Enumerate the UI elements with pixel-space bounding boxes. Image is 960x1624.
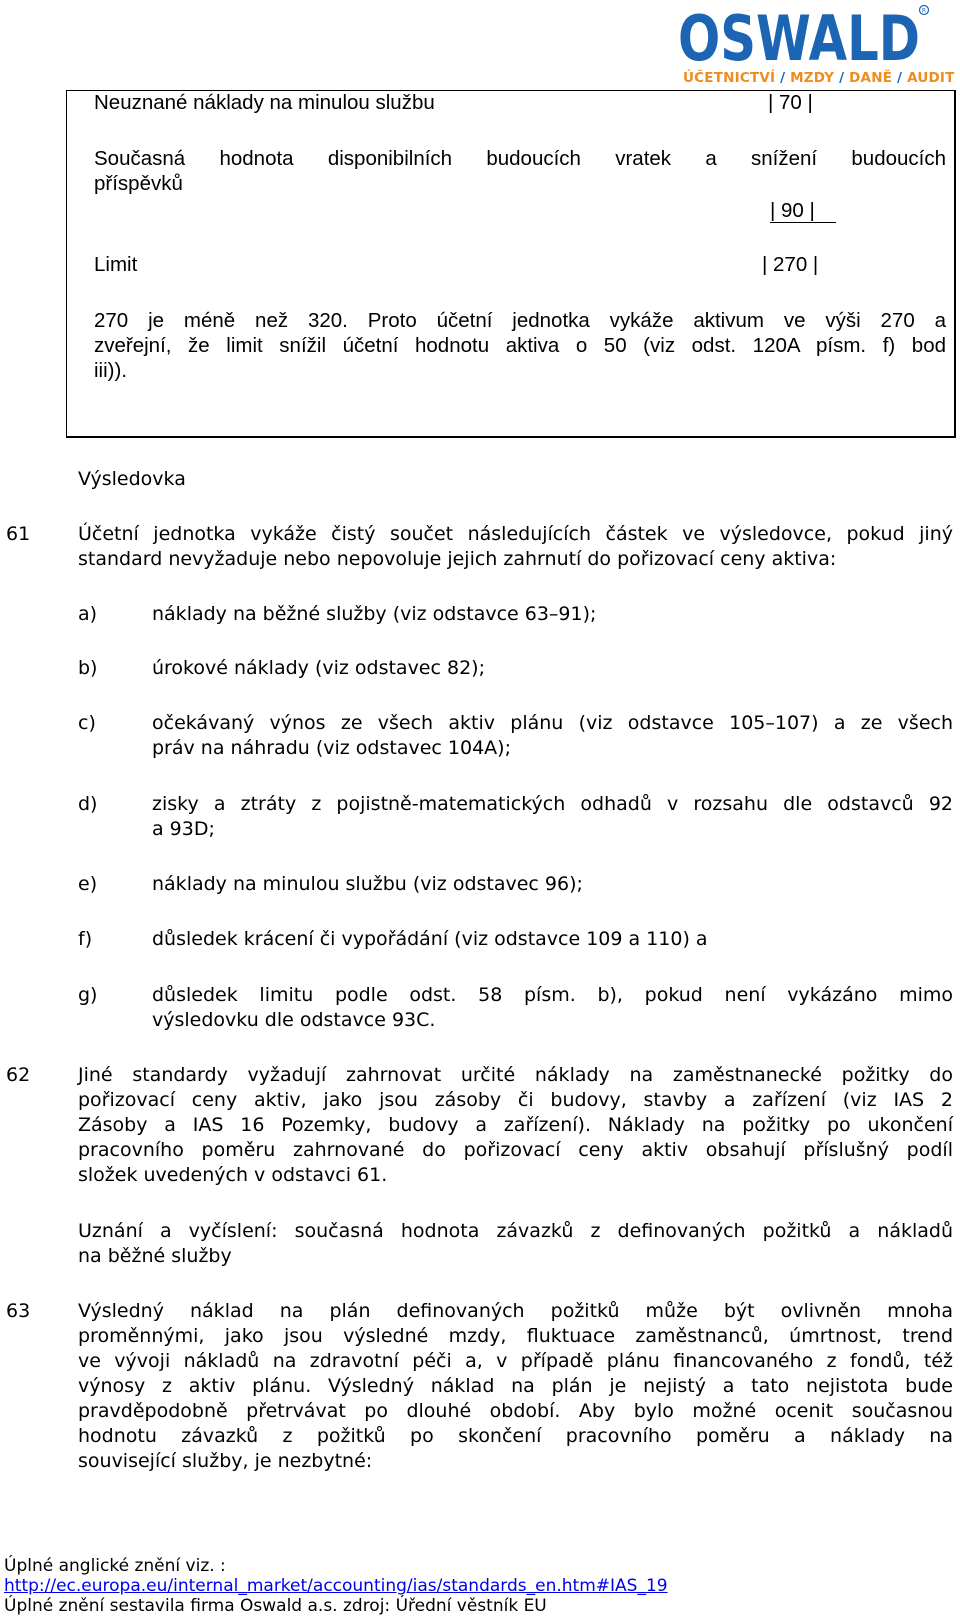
box-row-label: Limit	[94, 253, 138, 276]
box-row-value: | 90 |	[770, 199, 815, 222]
section-heading: Výsledovka	[78, 468, 186, 490]
paragraph-line: pracovního poměru zahrnované do pořizovací ceny aktiv obsahují příslušný podíl	[78, 1139, 953, 1161]
tagline-separator: /	[897, 70, 903, 86]
tagline-item: MZDY	[790, 70, 835, 86]
paragraph-number: 61	[6, 523, 31, 545]
box-row-label: Neuznané náklady na minulou službu	[94, 91, 435, 114]
paragraph-line: složek uvedených v odstavci 61.	[78, 1164, 388, 1186]
list-item-text: práv na náhradu (viz odstavec 104A);	[152, 737, 511, 759]
box-conclusion-line: 270 je méně než 320. Proto účetní jednotka vykáže aktivum ve výši 270 a	[94, 309, 946, 332]
tagline-item: ÚČETNICTVÍ	[683, 70, 776, 86]
subheading-line: na běžné služby	[78, 1245, 232, 1267]
list-item-text: očekávaný výnos ze všech aktiv plánu (viz odstavce 105–107) a ze všech	[152, 712, 953, 734]
paragraph-line: Výsledný náklad na plán definovaných požitků může být ovlivněn mnoha	[78, 1300, 953, 1322]
tagline-separator: /	[780, 70, 786, 86]
subheading-line: Uznání a vyčíslení: současná hodnota závazků z definovaných požitků a nákladů	[78, 1220, 953, 1242]
box-row-label: Současná hodnota disponibilních budoucích vratek a snížení budoucích	[94, 147, 946, 170]
paragraph-line: Zásoby a IAS 16 Pozemky, budovy a zařízení). Náklady na požitky po ukončení	[78, 1114, 953, 1136]
list-item-text: úrokové náklady (viz odstavec 82);	[152, 657, 485, 679]
list-item-letter: b)	[78, 657, 98, 679]
logo-text: OSWALD	[678, 2, 920, 72]
value-underline	[770, 222, 836, 223]
box-conclusion-line: zveřejní, že limit snížil účetní hodnotu aktiva o 50 (viz odst. 120A písm. f) bod	[94, 334, 946, 357]
box-row-value: | 70 |	[768, 91, 813, 114]
paragraph-line: ve vývoji nákladů na zdravotní péči a, v případě plánu financovaného z fondů, též	[78, 1350, 953, 1372]
list-item-text: důsledek limitu podle odst. 58 písm. b), pokud není vykázáno mimo	[152, 984, 953, 1006]
list-item-letter: f)	[78, 928, 93, 950]
footer-line: Úplné znění sestavila firma Oswald a.s. zdroj: Úřední věstník EU	[4, 1596, 547, 1616]
paragraph-line: Jiné standardy vyžadují zahrnovat určité náklady na zaměstnanecké požitky do	[78, 1064, 953, 1086]
paragraph-number: 62	[6, 1064, 31, 1086]
list-item-text: zisky a ztráty z pojistně-matematických odhadů v rozsahu dle odstavců 92	[152, 793, 953, 815]
logo-wordmark	[678, 2, 930, 72]
paragraph-line: pořizovací ceny aktiv, jako jsou zásoby či budovy, stavby a zařízení (viz IAS 2	[78, 1089, 953, 1111]
list-item-text: a 93D;	[152, 818, 215, 840]
list-item-letter: a)	[78, 603, 98, 625]
footer-line: Úplné anglické znění viz. :	[4, 1556, 226, 1576]
tagline-separator: /	[839, 70, 845, 86]
list-item-letter: d)	[78, 793, 98, 815]
list-item-text: důsledek krácení či vypořádání (viz odstavce 109 a 110) a	[152, 928, 708, 950]
box-conclusion-line: iii)).	[94, 359, 128, 382]
paragraph-line: související služby, je nezbytné:	[78, 1450, 373, 1472]
footer-link[interactable]: http://ec.europa.eu/internal_market/accounting/ias/standards_en.htm#IAS_19	[4, 1576, 668, 1596]
box-row-value: | 270 |	[762, 253, 819, 276]
logo-tagline	[683, 70, 955, 86]
list-item-letter: e)	[78, 873, 98, 895]
registered-mark-letter: R	[921, 7, 927, 15]
list-item-letter: c)	[78, 712, 96, 734]
paragraph-line: hodnotu závazků z požitků po skončení pracovního poměru a náklady na	[78, 1425, 953, 1447]
footer-link-row	[4, 1576, 668, 1596]
paragraph-line: proměnnými, jako jsou výsledné mzdy, fluktuace zaměstnanců, úmrtnost, trend	[78, 1325, 953, 1347]
paragraph-line: standard nevyžaduje nebo nepovoluje jejich zahrnutí do pořizovací ceny aktiva:	[78, 548, 837, 570]
list-item-text: náklady na běžné služby (viz odstavce 63–91);	[152, 603, 597, 625]
paragraph-number: 63	[6, 1300, 31, 1322]
list-item-text: náklady na minulou službu (viz odstavec 96);	[152, 873, 583, 895]
tagline-item: AUDIT	[907, 70, 955, 86]
list-item-letter: g)	[78, 984, 98, 1006]
example-box	[66, 90, 956, 438]
tagline-item: DANĚ	[849, 70, 893, 86]
paragraph-line: výnosy z aktiv plánu. Výsledný náklad na plán je nejistý a tato nejistota bude	[78, 1375, 953, 1397]
paragraph-line: pravděpodobně přetrvávat po dlouhé období. Aby bylo možné ocenit současnou	[78, 1400, 953, 1422]
box-row-label-cont: příspěvků	[94, 172, 183, 195]
list-item-text: výsledovku dle odstavce 93C.	[152, 1009, 436, 1031]
paragraph-line: Účetní jednotka vykáže čistý součet následujících částek ve výsledovce, pokud jiný	[78, 523, 953, 545]
